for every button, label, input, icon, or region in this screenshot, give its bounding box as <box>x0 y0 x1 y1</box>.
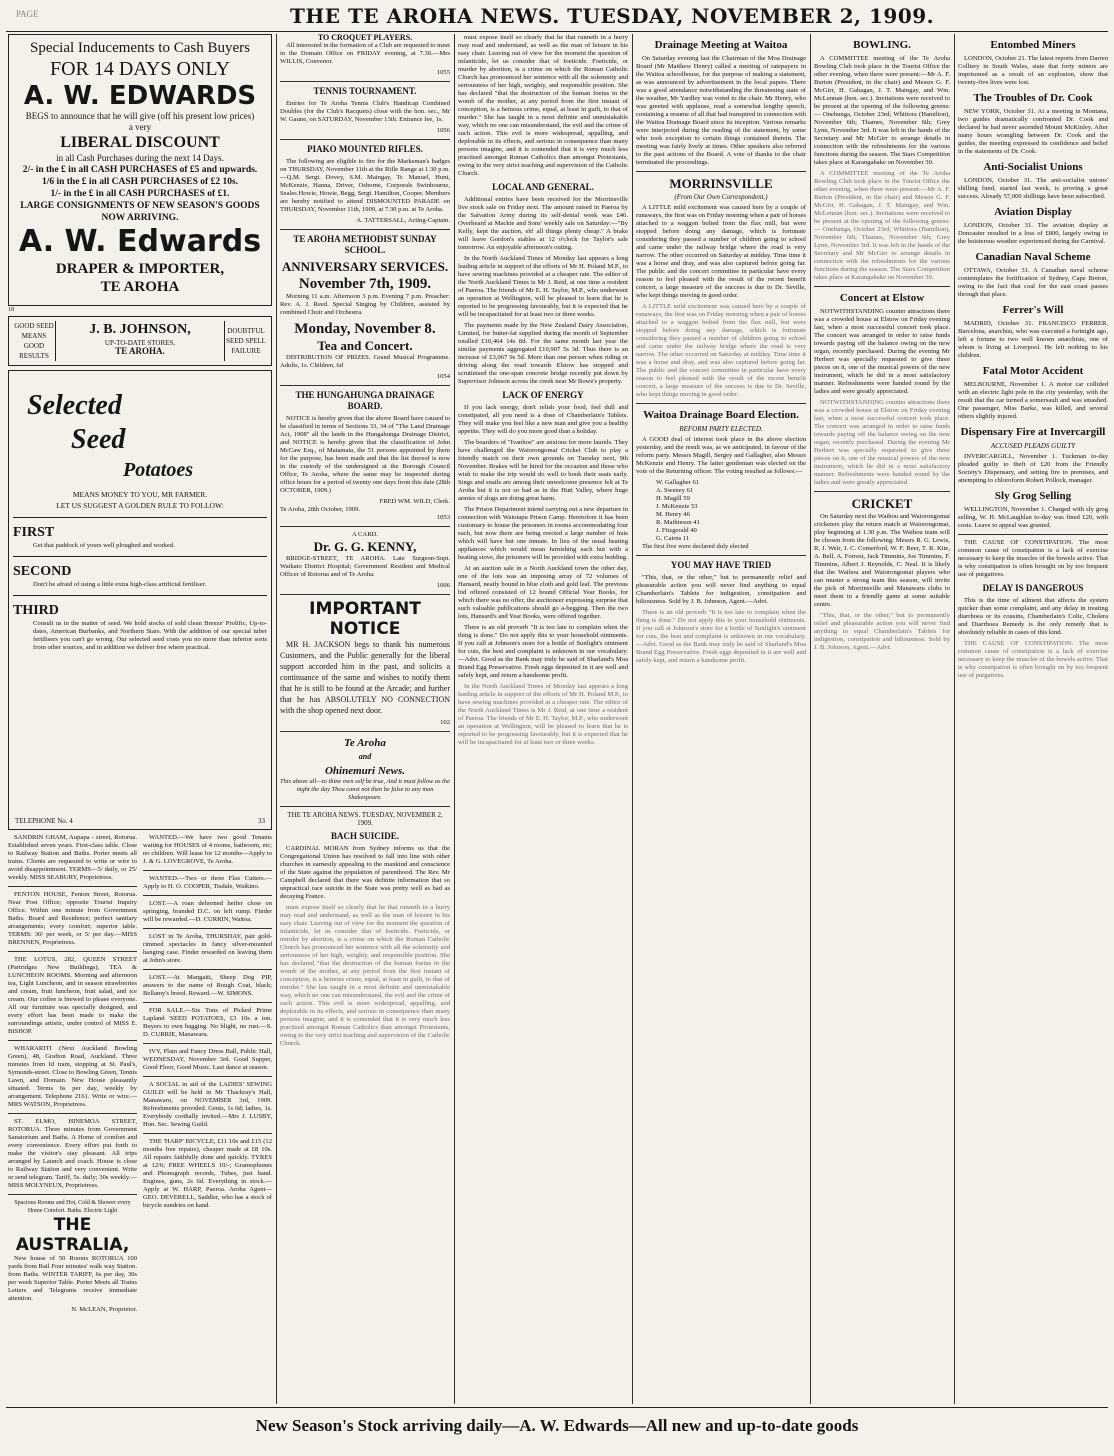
column-6 <box>958 34 1108 1404</box>
cable-ferrer-text: MADRID, October 31. FRANCISCO FERRER, Barcelona, anarchist, who was executed a fortnight ago, left a fortune to two well known anarchists, one of whom is living at Liverpool. He left nothing to his children. <box>958 320 1108 359</box>
cable-entombed-miners-text: LONDON, October 21. The latest reports from Darren Colliery in South Wales, state that forty miners are imprisoned as a result of an explosion, show that twenty-five lives were lost. <box>958 55 1108 86</box>
lack-of-energy-text: If you lack energy, don't relish your food, feel dull and constipated, all you need is a dose of Chamberlain's Tablets. They will make you feel like a new man and give you a healthy appetite. They will do you more good than a holiday. <box>458 404 628 435</box>
notice-text: MR H. JACKSON begs to thank his numerous Customers, and the Public generally for the liberal support accorded him in the past, and solicits a continuance of the same and wishes to notify them that he is still to be found at the Arcade; and further that he has ABSOLUTELY NO CONNECTION with the shop opened next door. <box>280 640 450 715</box>
cable-canadian-naval-text: OTTAWA, October 31. A Canadian naval scheme contemplates the fortification of Sydney, Cape Breton, owing to the fact that coal for the east coast passes through that place. <box>958 267 1108 298</box>
vote-row: J. Fitzgerald 40 <box>656 527 697 534</box>
bowling-text: A COMMITTEE meeting of the Te Aroha Bowling Club took place in the Tourist Office the other evening, when there were present:—Mr A. F. Burton (President, in the chair) and Messrs G. F. McGirr, H. Gahagan, J. T. Maingay, and Wm. McLennan (hon. sec.). Invitations were received to be present at the opening of the following greens:— Onehunga, October 23rd; Whitiora (Hamilton), November 6th; Thames, November 6th; Grey Lynn, November 3rd. It was left in the hands of the Secretary and Mr McGirr to arrange details in connection with the refreshments for the various functions during the season. The Stars Competition takes place at Karangahake on November 30. <box>814 55 950 166</box>
anniv-head: TE AROHA METHODIST SUNDAY SCHOOL. <box>293 234 437 255</box>
ad-lotus: THE LOTUS, 282, QUEEN STREET (Partridges New Buildings), TEA & LUNCHEON ROOMS. Morning and afternoon tea, Light Luncheon, and in season strawberries and cream, fruit luncheon, fruit salad, and ice cream. Our coffee is brewed to please everyone. All our furniture was specially designed, and every effort has been made to make the surroundings artistic, under control of MISS E. BISHOP. <box>8 956 137 1035</box>
column-2 <box>280 34 450 1404</box>
edwards-headline: Special Inducements to Cash Buyers <box>30 40 250 56</box>
ad-anniversary <box>280 234 450 381</box>
cable-dispensary-fire-text: INVERCARGILL, November 1. Tuckman to-day pleaded guilty to theft of £20 from the Friendly Society's Dispensary, and setting fire to premises, and attempting to chloroform Robert Pollock, manager. <box>958 453 1108 484</box>
kenny-code: 1006 <box>436 582 450 589</box>
ad-important-notice <box>280 599 450 727</box>
seed-step-second-title: SECOND <box>13 564 72 579</box>
masthead <box>0 4 1114 30</box>
croquet-code: 1055 <box>436 69 450 76</box>
waitoa-meeting-title: Drainage Meeting at Waitoa <box>654 39 788 51</box>
drainage-title: THE HUNGAHUNGA DRAINAGE BOARD. <box>295 390 435 411</box>
board-election-end: The first five were declared duly elected <box>642 543 749 550</box>
edwards-tier-3: 1/- in the £ in all CASH PURCHASES of £1. <box>50 189 230 199</box>
elstow-concert-title: Concert at Elstow <box>839 292 925 304</box>
australia-name: THE AUSTRALIA, <box>15 1215 130 1255</box>
vote-row: W. Gallagher 61 <box>656 479 700 486</box>
morrinsville-filler: A LITTLE mild excitement was caused here by a couple of runaways, the first was on Friday morning when a pair of horses attached to a waggon bolted from the flax mill, but were stopped before doing any damage, which is fortunate considering they passed a number of children going to school and came under the railway bridge where the road is very narrow. The other occurred on Saturday at midday. Time time it was a horse and dray, and was also captured before going far. The public and the concert committee in particular have every reason to feel pleased with the result of the recent benefit concert, a large measure of the success is due to Dr. Seville, who kept things moving in good order. <box>636 303 806 398</box>
bowling-filler: A COMMITTEE meeting of the Te Aroha Bowling Club took place in the Tourist Office the other evening, when there were present:—Mr A. F. Burton (President, in the chair) and Messrs G. F. McGirr, H. Gahagan, J. T. Maingay, and Wm. McLennan (hon. sec.). Invitations were received to be present at the opening of the following greens:— Onehunga, October 23rd; Whitiora (Hamilton), November 6th; Thames, November 6th; Grey Lynn, November 3rd. It was left in the hands of the Secretary and Mr McGirr to arrange details in connection with the refreshments for the various functions during the season. The Stars Competition takes place at Karangahake on November 30. <box>814 170 950 281</box>
anniv-code: 1054 <box>436 373 450 380</box>
cable-ferrer-title: Ferrer's Will <box>1002 304 1064 316</box>
drainage-sign: FRED WM. WILD, Clerk. <box>379 498 450 505</box>
board-election-subtitle: REFORM PARTY ELECTED. <box>679 425 763 433</box>
australia-top: Spacious Rooms and Hot, Cold & Shower every Home Comfort. Baths. Electric Light <box>14 1200 131 1214</box>
ad-rifles <box>280 144 450 225</box>
local-general-text: Additional entries have been received for the Morrinsville live stock sale on Friday next. The amount raised in Paeroa by the Salvation Army during its self-denial week was £46. Overheard at Mackie and Sons' weekly sale on Saturday:—"By Kelly, kept the auction, eh! all things plenty cheap." A brake will leave Gordon's stables at 12 o'clock for Taylor's sale tomorrow. An enjoyable afternoon's outing. <box>458 196 628 251</box>
ad-wanted-flax: WANTED.—Two or three Flax Cutters.—Apply to H. O. COOPER, Tisdale, Waikino. <box>143 875 272 890</box>
edwards-duration: FOR 14 DAYS ONLY <box>49 58 231 80</box>
column-rule <box>276 34 277 1404</box>
cable-motor-accident-title: Fatal Motor Accident <box>982 365 1084 377</box>
nameplate-line-2: and <box>358 752 372 761</box>
morrinsville-subtitle: (From Our Own Correspondent.) <box>674 193 768 201</box>
tennis-text: Entries for Te Aroha Tennis Club's Handicap Combined Doubles (for the Club's Racquets) close with the hon. sec., Mr W. Gaune, on SATURDAY, November 13th. Entrance fee, 1s. <box>280 100 450 123</box>
kenny-text: BRIDGE-STREET, TE AROHA. Late Surgeon-Supt. Waikato District Hospital; Government Resident and Medical Officer of Rotorua and of Te Aroha. <box>280 555 450 578</box>
johnson-center <box>55 321 225 361</box>
classified-ads <box>8 834 272 1314</box>
ad-lost-dog: LOST.—At Mangaiti, Sheep Dog PIP, answers to the name of Rough Coat, black; Bellamy's breed. Reward.—W. SIMONS. <box>143 974 272 997</box>
ad-wanted-houses: WANTED.—We have two good Tenants waiting for HOUSES of 4 rooms, bathroom, etc; no children. Will lease for 12 months—Apply to J. & G. LOVEGROVE, Te Aroha. <box>143 834 272 865</box>
dateline: THE TE AROHA NEWS. TUESDAY, NOVEMBER 2, 1909. <box>287 811 443 827</box>
local-item-2: The payments made by the New Zealand Dairy Association, Limited, for butter-fat supplied during the month of September totalled £10,464 14s 8d. For the same month last year the similar payments aggregated £10,907 5s 3d. Thus there is an increase of £3,067 9s 5d. More than one person when riding or driving along the road towards Elstow has stopped and scrutinised the one-span concrete bridge recently put down by Supervisor Johnson across the creek near Mr Bowe's property. <box>458 322 628 385</box>
ad-st-elmo: ST. ELMO, HINEMOA STREET, ROTORUA. Three minutes from Government Sanatorium and Baths. A Home of comfort and every convenience. Every effort put forth to make the visitor's stay pleasant. All trips arranged by Launch and coach. House is close to Railway Station and very convenient. Write or send telegram. Tariff, 5s. daily; 30s weekly.—MISS MOLYNEUX, Proprietress. <box>8 1118 137 1189</box>
anniv-date: November 7th, 1909. <box>298 276 432 292</box>
edwards-discount: LIBERAL DISCOUNT <box>60 134 220 151</box>
lack-of-energy-title: LACK OF ENERGY <box>502 390 584 400</box>
delay-dangerous-text: This is the time of ailment that affects the system quicker than some complaint, and any delay in treating diarrhoea or its cousins, Chamberlain's Colic, Cholera and Diarrhoea Remedy is the only remedy that is absolutely reliable in cases of this kind. <box>958 597 1108 636</box>
column-4 <box>636 34 806 1404</box>
ad-social: A SOCIAL in aid of the LADIES' SEWING GUILD will be held in Mr Thackray's Hall, Manawaru, on NOVEMBER 3rd, 1909. Refreshments provided. Gents, 1s 6d; ladies, 1s. Everybody cordially invited.—Mrs J. LUSBY, Hon. Sec. Sewing Guild. <box>143 1081 272 1128</box>
seed-word-3: Potatoes <box>123 459 193 481</box>
johnson-right <box>225 321 267 361</box>
johnson-left-3: GOOD RESULTS <box>19 342 49 360</box>
ad-code: 18 <box>8 307 14 313</box>
classified-left <box>8 834 137 1314</box>
article-continued: must expose itself so clearly that he that runneth in a hurry may read and understand, as well as the man of leisure in his easy chair. Leaving out of view for the moment the question of infanticide, let us consider that of foeticide. Foeticide, or murder by abortion, is a crime on which the Roman Catholic Church has pronounced her sentence with all the solemnity and seriousness of her high, weighty, and responsible position. She has declared "that the destruction of the human foetus in the womb of the mother, at any period from the first instant of conception, is a heinous crime, equal, at least in guilt, to that of murder." She has taught in a most definite and unmistakable way, which no one can misunderstand, the evil and the crime of such action. This evil is more widespread, appalling, and deplorable in its effects, and serious in consequence than many persons imagine, and it is contended that it is very much less practised amongst Roman Catholics than amongst Protestants, owing to the very strict teaching and supervision of the Catholic Church. <box>458 34 628 177</box>
ad-fenton-house: FENTON HOUSE, Fenton Street, Rotorua. Near Post Office; opposite Tourist Inquiry Office. Within one minute from Government Baths. Board and Residence; perfect sanitary arrangements; every comfort; superior table. TERMS: 30/ per week, or 5/ per day.—MISS BRENNEN, Proprietress. <box>8 891 137 946</box>
edwards-period: in all Cash Purchases during the next 14 Days. <box>56 153 224 163</box>
edwards-town: TE AROHA <box>100 279 180 295</box>
rifles-title: PIAKO MOUNTED RIFLES. <box>307 144 423 154</box>
johnson-left <box>13 321 55 361</box>
edwards-advertisement <box>8 34 272 306</box>
cable-anti-socialist-title: Anti-Socialist Unions <box>983 161 1083 173</box>
johnson-left-2: MEANS <box>21 332 47 340</box>
cable-dispensary-fire-title: Dispensary Fire at Invercargill <box>960 426 1106 438</box>
kenny-name: Dr. G. G. KENNY, <box>313 539 417 554</box>
local-item-6: There is an old proverb "It is too late to complain when the thing is done." Do not apply this to your household ointments. If you call at Johnson's store for a bottle of Sunlight's ointment for cuts, the best and complaint is unknown in our vocabulary.—Advt. Good as the Bank may truly be said of Sharland's Moa Brand Egg Preservative. Fresh eggs deposited in it are well and safely kept, and return a handsome profit. <box>458 624 628 679</box>
nameplate-motto: This above all—to thine own self be true, And it must follow as the night the day Thou canst not then be false to any man Shakespeare. <box>280 778 450 801</box>
seed-lead-1: MEANS MONEY TO YOU, MR FARMER. <box>72 490 208 499</box>
johnson-name: J. B. JOHNSON, <box>89 322 191 337</box>
bach-suicide-title: BACH SUICIDE. <box>330 831 399 841</box>
vote-row: H. Magill 59 <box>656 495 690 502</box>
seed-step-third <box>13 595 267 652</box>
johnson-right-1: DOUBTFUL <box>227 327 265 335</box>
column-4-filler: There is an old proverb "It is too late to complain when the thing is done." Do not apply this to your household ointments. If you call at Johnson's store for a bottle of Sunlight's ointment for cuts, the best and complaint is unknown in our vocabulary.—Advt. Good as the Bank may truly be said of Sharland's Moa Brand Egg Preservative. Fresh eggs deposited in it are well and safely kept, and return a handsome profit. <box>636 609 806 664</box>
drainage-code: 1053 <box>436 514 450 521</box>
anniv-text: Morning 11 a.m. Afternoon 3 p.m. Evening 7 p.m. Preacher: Rev. A. J. Reed. Special Singing by Children, assisted by combined Choir and Orchestra. <box>280 293 450 316</box>
seed-lead-2: LET US SUGGEST A GOLDEN RULE TO FOLLOW: <box>56 501 224 510</box>
cable-dr-cook-title: The Troubles of Dr. Cook <box>973 92 1093 104</box>
local-item-5: At an auction sale in a North Auckland town the other day, one of the lots was an imposing array of 72 volumes of Hansard, neatly bound in blue cloth and gold leaf. The previous bid offered consisted of 12 bound Official Year Books, for which there was no offer, the auctioneer expressing surprise that such valuable publications should go a-begging. Then the two lots, Hansard's and Year Books, were offered together. <box>458 565 628 620</box>
masthead-title: THE TE AROHA NEWS. TUESDAY, NOVEMBER 2, 1909. <box>290 4 935 28</box>
johnson-town: TE AROHA. <box>115 346 165 356</box>
board-election-text: A GOOD deal of interest took place in the above election yesterday, and the result was, as we anticipated, in favour of the reform party. Messrs Magill, Sergey and Gallagher, also Messrs McKenzie and Henry. The latter gentleman was elected on the vote of the Returning officer. The voting resulted as follows:— <box>636 436 806 475</box>
cable-aviation-text: LONDON, October 31. The aviation display at Doncaster resulted in a loss of £800, largely owing to the boisterous weather experienced during the Carnival. <box>958 222 1108 245</box>
classified-right <box>143 834 272 1314</box>
vote-row: J. McKenzie 53 <box>656 503 698 510</box>
local-item-4: The Prison Department intend carrying out a new departure in connection with Waiotapu Prison Camp. Heretofore it has been customary to house the prisoners in rooms accommodating four each, but now there are being erected a large number of huts which will have but one inmate. In lieu of the usual heating appliances which would mean furnishing each hut with a heating stove, the prisoners will be provided with extra bedding. <box>458 506 628 561</box>
notice-title: IMPORTANT NOTICE <box>309 599 421 639</box>
column-rule <box>954 34 955 1404</box>
ad-lost-spectacles: LOST in Te Aroha, THURSDAY, pair gold-rimmed spectacles in fancy silver-mounted hanging case. Finder rewarded on leaving them at John's store. <box>143 933 272 964</box>
johnson-stores: UP-TO-DATE STORES, <box>104 339 176 347</box>
cricket-text: On Saturday next the Waihou and Waiorongomai cricketers play the return match at Waiorongomai, play beginning at 1.30 p.m. The Waihou team will be chosen from the following: Messrs R. G. Lewis, R. J. Weir, J. C. Comerford, W. F. Beer, T. R. Kite, A. Bell, A. Forrest, Jack Timmins, Joe Timmins, F. Timmins, Albert J. Reynolds, C. Neal. It is likely that the Waihou and Waiorongomai players who can muster a strong team this season, will invite the pick of Morrinsville and Manawaru clubs to meet them in a friendly game at some suitable centre. <box>814 513 950 608</box>
seed-code: 33 <box>258 817 265 825</box>
cable-motor-accident-text: MELBOURNE, November 1. A motor car collided with an electric light pole in the city yesterday, with the result that the car turned a somersault and was smashed. One passenger, Miss Barke, was killed, and several others slightly injured. <box>958 381 1108 420</box>
johnson-right-2: SEED SPELL <box>226 337 266 345</box>
column-1 <box>8 34 272 1404</box>
ad-kenny <box>280 531 450 590</box>
board-election-title: Waitoa Drainage Board Election. <box>643 409 799 421</box>
bach-suicide-text: CARDINAL MORAN from Sydney informs us that the Congregational Union has resolved to fall into line with other churches in earnestly appealing to the mankind and conscience of the State against the population of parenthood. The Rev. Mr Campbell declared that there was definite information that so unpractical race suicide in the State was pretty well as bad as decaying France. <box>280 845 450 900</box>
morrinsville-title: MORRINSVILLE <box>669 176 773 191</box>
drainage-date: Te Aroha, 28th October, 1909. <box>280 506 361 513</box>
drainage-text: NOTICE is hereby given that the above Board have caused to be classified in terms of Sections 33, 34 of "The Land Drainage Act, 1908" all the lands in the Hungahunga Drainage District, and NOTICE is hereby given that the classification of John McCaw Esq., of Matamata, the 51 persons appointed by them for the purpose, has been made and that the list thereof is now in the custody of the undersigned at the Borough Council Office, Te Aroha, where the same may be inspected during office hours for a period of twenty one days from this date (28th OCTOBER, 1909.) <box>280 415 450 494</box>
waitoa-meeting-text: On Saturday evening last the Chairman of the Moa Drainage Board (Mr Matthew Henry) called a meeting of ratepayers in the Waitoa schoolhouse, for the purpose of making a statement, as was announced by advertisement in the local papers. There was a good attendance notwithstanding the threatening state of the weather, Mr Yardley was voted to the chair. Mr Henry, who was greeted with applause, read a somewhat lengthy speech, containing a resume of all that had transpired in connection with the Waitoa Drainage Board since its inception. Various remarks were interjected during the reading of the statement, by some who took exception to certain things contained therein. The meeting was fairly lively at times. Other speakers also referred to the past actions of the Board. A vote of thanks to the chair terminated the proceedings. <box>636 55 806 166</box>
edwards-name-large: A. W. Edwards <box>18 224 262 259</box>
seed-telephone: TELEPHONE No. 4 <box>15 817 73 825</box>
seed-step-third-text: Consult us in the matter of seed. We hold stocks of sold clean Breeze' Prolific, Up-to-dates, American Burbanks, and Northern Stars. With the addition of our special tuber fertilisers you can't go wrong. Our selected seed costs you no more than inferior sorts from other sources, and in addition we deliver free where practical. <box>33 620 267 651</box>
seed-step-second-text: Don't be afraid of using a little extra high-class artificial fertiliser. <box>33 581 207 588</box>
you-may-have-tried-title: YOU MAY HAVE TRIED <box>670 560 772 570</box>
local-general-title: LOCAL AND GENERAL. <box>492 182 594 192</box>
ad-ball: IVY, Plain and Fancy Dress Ball, Public Hall, WEDNESDAY, November 3rd. Good Supper, Good Floor, Good Music. Last dance at season. <box>143 1048 272 1071</box>
local-item-3: The boarders of "Ivanhoe" are anxious for more laurels. They have challenged the Waiorongomai Cricket Club to play a friendly match on their own grounds on Tuesday next, 9th November. Brakes will be hired for the occasion and those who wish to make the trip would do well to book their seats early. Sings and snails are among their unwelcome presence felt at Te Aroha but it is not so bad as in the Hutt Valley, where huge armies of slugs are doing great harm. <box>458 439 628 502</box>
johnson-right-3: FAILURE <box>231 347 261 355</box>
seed-step-second <box>13 556 267 589</box>
vote-row: G. Cairns 11 <box>656 535 690 542</box>
ad-tennis <box>280 86 450 135</box>
tennis-code: 1056 <box>436 127 450 134</box>
delay-dangerous-title: DELAY IS DANGEROUS <box>982 583 1084 593</box>
cable-anti-socialist-text: LONDON, October 31. The anti-socialist unions' shilling fund, started last week, is proving a great success. Already 57,000 shillings have been subscribed. <box>958 177 1108 200</box>
you-may-have-tried-text: "This, that, or the other," but to permanently relief and pleasurable action you will never find anything to equal Chamberlain's Tablets for indigestion, constipation and biliousness. Sold by J. B. Johnson, Agent.—Advt. <box>636 574 806 605</box>
bowling-title: BOWLING. <box>853 39 911 51</box>
constipation-text: THE CAUSE OF CONSTIPATION. The most common cause of constipation is a lack of exercise necessary to keep the muscles of the bowels active. That is why constipation is often brought on by too frequent use of purgatives. <box>958 539 1108 578</box>
cable-aviation-title: Aviation Display <box>994 206 1072 218</box>
edwards-trade: DRAPER & IMPORTER, <box>55 261 225 277</box>
column-rule <box>454 34 455 1404</box>
croquet-title: TO CROQUET PLAYERS. <box>317 34 413 42</box>
anniv-text-2: DISTRIBUTION OF PRIZES. Grand Musical Programme. Adults, 1s. Children, 6d <box>280 354 450 369</box>
cable-sly-grog-text: WELLINGTON, November 1. Charged with sly grog selling, W. H. McLaughlan to-day was fined £20, with costs. Leave to appeal was granted. <box>958 506 1108 529</box>
morrinsville-text: A LITTLE mild excitement was caused here by a couple of runaways, the first was on Friday morning when a pair of horses attached to a waggon bolted from the flax mill, but were stopped before doing any damage, which is fortunate considering they passed a number of children going to school and came under the railway bridge where the road is very narrow. The other occurred on Saturday at midday. Time time it was a horse and dray, and was also captured before going far. The public and the concert committee in particular have every reason to feel pleased with the result of the recent benefit concert, a large measure of the success is due to Dr. Seville, who kept things moving in good order. <box>636 204 806 299</box>
elstow-filler: NOTWITHSTANDING counter attractions there was a crowded house at Elstow on Friday evening last, when a most successful concert took place. The concert was arranged in order to raise funds towards paying off the balance owing on the new organ, recently purchased. During the evening Mr Herbert was specially requested to give three pieces on it, one of the musical powers of the new instrument, which he did in a most satisfactory manner. Refreshments were handed round by the ladies and were greatly appreciated. <box>814 399 950 486</box>
cricket-title: CRICKET <box>851 496 913 511</box>
edwards-tier-1: 2/- in the £ in all CASH PURCHASES of £5 and upwards. <box>22 165 258 175</box>
seed-step-first-title: FIRST <box>13 525 55 540</box>
cable-dr-cook-text: NEW YORK, October 31. At a meeting in Montana, two guides dramatically confronted Dr. Cook and declared he had never ascended Mount McKinley. After many hours wrangling between Dr. Cook and the guides, the meeting expressed its confidence and belief in the statements of Dr. Cook. <box>958 108 1108 155</box>
tennis-title: TENNIS TOURNAMENT. <box>313 86 417 96</box>
vote-row: M. Henry 46 <box>656 511 690 518</box>
kenny-card: A CARD. <box>351 531 378 538</box>
notice-code: 102 <box>440 719 450 726</box>
ad-harp-bicycle: THE 'HARP' BICYCLE, £11 10s and £15 (12 months free repairs), cheaper made at £8 10s. All repairs faithfully done and quickly. TYRES at 12/6; FREE WHEELS 10/-; Gramophones and Phonograph records, Tubes, just hand. Engines, guns, 2s 6d. Everything in stock.—Apply at W. HARP, Paeroa. Aroha Agent—GEO. DEVERELL, Saddler, who has a stock of bicycle sundries on hand. <box>143 1138 272 1209</box>
ad-lost-heifer: LOST.—A roan dehorned heifer close on springing, branded D.C. on left rump. Finder will be rewarded.—D. CURRIN, Waitoa. <box>143 900 272 923</box>
seed-step-first <box>13 517 267 550</box>
vote-results <box>636 479 806 543</box>
masthead-rule <box>6 31 1108 32</box>
rifles-text: The following are eligible to fire for the Marksman's badges on THURSDAY, November 11th at the Rifle Range at 1.30 p.m.—Q.M. Sergt. Dovey, S.M. Maingay, Tr. Manuel, Hunt, McKenzie, Hanna, Driver, Osborne, Corporals Swinbourne, Seales Howie, Howie, Begg, Sergt. Hamilton, Cooper. Members are hereby notified to attend DISMOUNTED PARADE on THURSDAY, November 11th, 1909, at 7.30 p.m. at Te Aroha. <box>280 158 450 213</box>
australia-text: New house of 50 Rooms ROTORUA 100 yards from Rail Four minutes' walk way Station. from Baths. WINTER TARIFF, 6s per day, 30s per week Superior Table. Porter Meets all Trains Letters and Telegrams receive immediate attention. <box>8 1255 137 1302</box>
seed-word-1: Selected <box>27 390 122 421</box>
cable-dispensary-fire-subtitle: ACCUSED PLEADS GUILTY <box>990 442 1076 450</box>
cable-canadian-naval-title: Canadian Naval Scheme <box>975 251 1091 263</box>
local-item-filler: In the North Auckland Times of Monday last appears a long leading article in support of the efforts of Mr H. Poland M.P., to have sewing machines provided at a cheaper rate. The editor of the North Auckland Times is Mr J. Reid, at one time a resident of Paeroa. The friends of Mr E. H. Taylor, M.P., who underwent an operation at Wellington, will be pleased to learn that he is reported to be progressing favourably, but it is expected that he will be incapacitated for at least two or three weeks. <box>458 683 628 746</box>
nameplate-line-1: Te Aroha <box>344 737 386 749</box>
ad-wharariti: WHARARITI (Next Auckland Bowling Green), 48, Grafton Road, Auckland. Three minutes from Id tram, stopping at St. Paul's, Symonds-street. Close to Bowling Green, Tennis Lawn, and Domain. New House pleasantly situated. Terms 6s per day, weekly by arrangement. Telephone 2161. Write or wire.—MRS WATSON, Proprietress. <box>8 1045 137 1108</box>
local-item-1: In the North Auckland Times of Monday last appears a long leading article in support of the efforts of Mr H. Poland M.P., to have sewing machines provided at a cheaper rate. The editor of the North Auckland Times is Mr J. Reid, at one time a resident of Paeroa. The friends of Mr E. H. Taylor, M.P., who underwent an operation at Wellington, will be pleased to learn that he is reported to be progressing favourably, but it is expected that he will be incapacitated for at least two or three weeks. <box>458 255 628 318</box>
footer-rule <box>6 1407 1108 1408</box>
vote-row: R. Mathieson 41 <box>656 519 700 526</box>
cable-entombed-miners-title: Entombed Miners <box>990 39 1076 51</box>
cable-sly-grog-title: Sly Grog Selling <box>994 490 1072 502</box>
column-rule <box>810 34 811 1404</box>
rifles-sign: A. TATTERSALL, Acting-Captain. <box>356 217 450 224</box>
newspaper-nameplate <box>280 736 450 802</box>
edwards-consignments: LARGE CONSIGNMENTS OF NEW SEASON'S GOODS NOW ARRIVING. <box>20 201 260 223</box>
archive-stamp: PAGE <box>16 9 39 19</box>
footer-advertisement: New Season's Stock arriving daily—A. W. Edwards—All new and up-to-date goods <box>255 1416 859 1435</box>
elstow-concert-text: NOTWITHSTANDING counter attractions there was a crowded house at Elstow on Friday evening last, when a most successful concert took place. The concert was arranged in order to raise funds towards paying off the balance owing on the new organ, recently purchased. During the evening Mr Herbert was specially requested to give three pieces on it, one of the musical powers of the new instrument, which he did in a most satisfactory manner. Refreshments were handed round by the ladies and were greatly appreciated. <box>814 308 950 395</box>
ad-croquet <box>280 34 450 77</box>
ad-sandringham: SANDRIN GHAM, Aupapa - street, Rotorua. Established seven years. First-class table. Close to Railway Station and Baths. Porter meets all trains. Clients are requested to write or wire to avoid disappointment. TERMS—5/ daily, or 25/ weekly. MISS SEABURY, Proprietress. <box>8 834 137 881</box>
seed-step-third-title: THIRD <box>13 603 59 618</box>
vote-row: A. Sweney 61 <box>656 487 694 494</box>
seed-word-2: Seed <box>71 424 126 455</box>
johnson-advertisement <box>8 316 272 366</box>
ad-australia <box>8 1199 137 1314</box>
croquet-text: All interested in the formation of a Club are requested to meet in the Domain Office on FRIDAY evening, at 7.30.—Mrs WILLIS, Convenor. <box>280 42 450 65</box>
column-3 <box>458 34 628 1404</box>
cricket-filler: "This, that, or the other," but to permanently relief and pleasurable action you will never find anything to equal Chamberlain's Tablets for indigestion, constipation and biliousness. Sold by J. B. Johnson, Agent.—Advt. <box>814 612 950 651</box>
column-2-filler: must expose itself so clearly that he that runneth in a hurry may read and understand, as well as the man of leisure in his easy chair. Leaving out of view for the moment the question of infanticide, let us consider that of foeticide. Foeticide, or murder by abortion, is a crime on which the Roman Catholic Church has pronounced her sentence with all the solemnity and seriousness of her high, weighty, and responsible position. She has declared "that the destruction of the human foetus in the womb of the mother, at any period from the first instant of conception, is a heinous crime, equal, at least in guilt, to that of murder." She has taught in a most definite and unmistakable way, which no one can misunderstand, the evil and the crime of such action. This evil is more widespread, appalling, and deplorable in its effects, and serious in consequence than many persons imagine, and it is contended that it is very much less practised amongst Roman Catholics than amongst Protestants, owing to the very strict teaching and supervision of the Catholic Church. <box>280 904 450 1047</box>
johnson-left-1: GOOD SEED <box>14 322 54 330</box>
edwards-intro-2: a very <box>128 122 152 132</box>
seed-step-first-text: Get that paddock of yours well ploughed and worked. <box>33 542 175 549</box>
ad-for-sale: FOR SALE.—Six Tons of Picked Prime Lapland 'SEED POTATOES, £3 10s a ton. Buyers to own bagging. No blight, no rust.—S. D. CURRIE, Manawaru. <box>143 1007 272 1038</box>
edwards-intro: BEGS to announce that he will give (off his present low prices) <box>25 111 255 121</box>
column-5 <box>814 34 950 1404</box>
edwards-tier-2: 1/6 in the £ in all CASH PURCHASES of £2 10s. <box>41 177 239 187</box>
column-rule <box>632 34 633 1404</box>
column-6-filler: THE CAUSE OF CONSTIPATION. The most common cause of constipation is a lack of exercise necessary to keep the muscles of the bowels active. That is why constipation is often brought on by too frequent use of purgatives. <box>958 640 1108 679</box>
nameplate-line-3: Ohinemuri News. <box>324 765 406 777</box>
edwards-name: A. W. EDWARDS <box>23 81 257 111</box>
anniv-title: ANNIVERSARY SERVICES. <box>281 259 449 274</box>
ad-drainage <box>280 390 450 522</box>
anniv-title-2: Tea and Concert. <box>317 338 413 353</box>
australia-proprietor: N. McLEAN, Proprietor. <box>71 1306 137 1313</box>
anniv-date-2: Monday, November 8. <box>294 321 436 337</box>
seed-potatoes-advertisement <box>8 370 272 830</box>
